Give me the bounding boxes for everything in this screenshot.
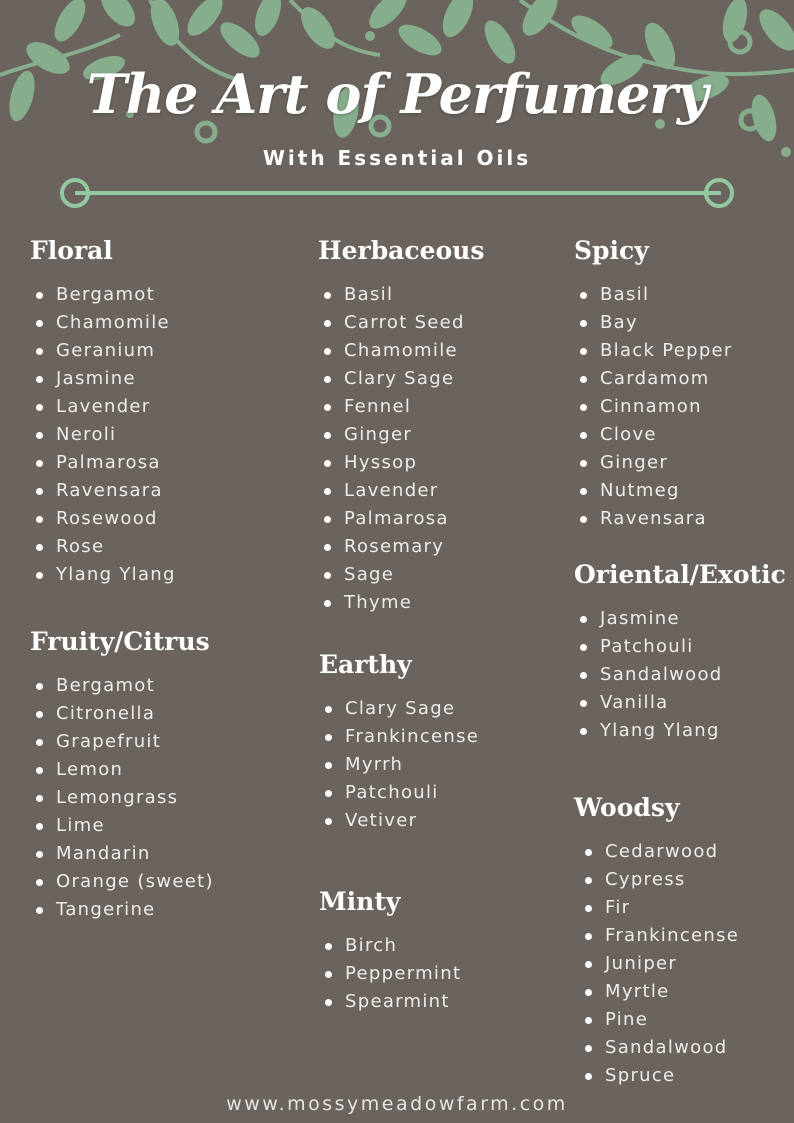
list-item: [574, 365, 733, 393]
bullet-dot-icon: [324, 460, 331, 467]
bullet-dot-icon: [36, 432, 43, 439]
bullet-dot-icon: [36, 711, 43, 718]
bullet-dot-icon: [585, 849, 592, 856]
oil-name: Hyssop: [344, 452, 418, 473]
list-item: [30, 533, 176, 561]
oil-name: Ylang Ylang: [600, 720, 720, 741]
oil-name: Lavender: [56, 396, 151, 417]
oil-name: Cedarwood: [605, 841, 719, 862]
oil-name: Lime: [56, 815, 105, 836]
oil-name: Thyme: [344, 592, 413, 613]
bullet-dot-icon: [36, 907, 43, 914]
category-herbaceous: [318, 231, 484, 617]
bullet-dot-icon: [324, 600, 331, 607]
oil-name: Sandalwood: [605, 1037, 728, 1058]
oil-name: Rosewood: [56, 508, 158, 529]
oil-name: Bergamot: [56, 675, 155, 696]
oil-name: Lemongrass: [56, 787, 179, 808]
oil-name: Juniper: [605, 953, 678, 974]
list-item: [579, 1062, 739, 1090]
bullet-dot-icon: [36, 823, 43, 830]
list-item: [30, 281, 176, 309]
list-item: [579, 894, 739, 922]
oil-name: Myrrh: [345, 754, 404, 775]
bullet-dot-icon: [324, 404, 331, 411]
bullet-dot-icon: [580, 488, 587, 495]
oil-name: Frankincense: [605, 925, 740, 946]
bullet-dot-icon: [325, 762, 332, 769]
bullet-dot-icon: [324, 488, 331, 495]
bullet-dot-icon: [324, 544, 331, 551]
bullet-dot-icon: [325, 706, 332, 713]
category-floral: [30, 231, 176, 589]
oil-name: Patchouli: [345, 782, 439, 803]
oil-name: Tangerine: [56, 899, 156, 920]
oil-name: Ylang Ylang: [56, 564, 176, 585]
bullet-dot-icon: [585, 961, 592, 968]
bullet-dot-icon: [324, 292, 331, 299]
bullet-dot-icon: [585, 877, 592, 884]
oil-name: Chamomile: [344, 340, 458, 361]
category-title: Oriental/Exotic: [574, 560, 786, 589]
bullet-dot-icon: [325, 943, 332, 950]
bullet-dot-icon: [580, 672, 587, 679]
bullet-dot-icon: [580, 700, 587, 707]
oil-name: Patchouli: [600, 636, 694, 657]
list-item: [30, 393, 176, 421]
bullet-dot-icon: [324, 432, 331, 439]
bullet-dot-icon: [36, 795, 43, 802]
category-earthy: [319, 645, 479, 835]
bullet-dot-icon: [585, 905, 592, 912]
list-item: [319, 779, 479, 807]
oil-name: Ginger: [600, 452, 669, 473]
bullet-dot-icon: [36, 404, 43, 411]
list-item: [30, 561, 176, 589]
bullet-dot-icon: [36, 683, 43, 690]
list-item: [30, 728, 214, 756]
oil-name: Lemon: [56, 759, 124, 780]
list-item: [574, 477, 733, 505]
list-item: [574, 661, 786, 689]
bullet-dot-icon: [36, 376, 43, 383]
list-item: [318, 309, 484, 337]
oil-name: Palmarosa: [344, 508, 449, 529]
category-list: [30, 281, 176, 589]
list-item: [319, 932, 461, 960]
list-item: [574, 421, 733, 449]
oil-name: Clary Sage: [345, 698, 456, 719]
category-list: [579, 838, 739, 1090]
bullet-dot-icon: [325, 790, 332, 797]
category-title: Floral: [30, 236, 113, 265]
oil-name: Mandarin: [56, 843, 151, 864]
list-item: [318, 505, 484, 533]
list-item: [319, 751, 479, 779]
oil-name: Fir: [605, 897, 631, 918]
list-item: [319, 723, 479, 751]
bullet-dot-icon: [585, 1045, 592, 1052]
list-item: [319, 988, 461, 1016]
category-minty: [319, 882, 461, 1016]
list-item: [574, 633, 786, 661]
category-woodsy: [574, 788, 739, 1090]
list-item: [30, 337, 176, 365]
bullet-dot-icon: [36, 488, 43, 495]
oil-name: Nutmeg: [600, 480, 680, 501]
category-list: [318, 281, 484, 617]
bullet-dot-icon: [580, 460, 587, 467]
list-item: [579, 838, 739, 866]
bullet-dot-icon: [325, 818, 332, 825]
list-item: [574, 689, 786, 717]
oil-name: Bay: [600, 312, 638, 333]
list-item: [574, 393, 733, 421]
list-item: [30, 700, 214, 728]
category-spicy: [574, 231, 733, 533]
oil-name: Neroli: [56, 424, 117, 445]
bullet-dot-icon: [585, 1073, 592, 1080]
list-item: [319, 960, 461, 988]
list-item: [318, 589, 484, 617]
oil-name: Frankincense: [345, 726, 480, 747]
list-item: [579, 1006, 739, 1034]
bullet-dot-icon: [36, 739, 43, 746]
list-item: [574, 337, 733, 365]
bullet-dot-icon: [585, 933, 592, 940]
bullet-dot-icon: [324, 516, 331, 523]
category-fruity-citrus: [30, 622, 214, 924]
oil-name: Sage: [344, 564, 395, 585]
list-item: [318, 561, 484, 589]
list-item: [574, 505, 733, 533]
oil-name: Vetiver: [345, 810, 418, 831]
category-title: Earthy: [319, 650, 412, 679]
oil-name: Spruce: [605, 1065, 676, 1086]
oil-name: Vanilla: [600, 692, 669, 713]
bullet-dot-icon: [580, 376, 587, 383]
bullet-dot-icon: [36, 879, 43, 886]
bullet-dot-icon: [580, 320, 587, 327]
bullet-dot-icon: [580, 404, 587, 411]
oil-name: Rose: [56, 536, 105, 557]
oil-name: Cardamom: [600, 368, 710, 389]
category-title: Herbaceous: [318, 236, 485, 265]
oil-name: Grapefruit: [56, 731, 162, 752]
bullet-dot-icon: [324, 572, 331, 579]
oil-name: Orange (sweet): [56, 871, 214, 892]
list-item: [579, 866, 739, 894]
list-item: [30, 784, 214, 812]
list-item: [30, 868, 214, 896]
list-item: [574, 449, 733, 477]
oil-name: Cinnamon: [600, 396, 702, 417]
category-title: Woodsy: [574, 793, 680, 822]
oil-name: Basil: [600, 284, 650, 305]
list-item: [318, 533, 484, 561]
oil-name: Chamomile: [56, 312, 170, 333]
list-item: [579, 922, 739, 950]
oil-name: Citronella: [56, 703, 156, 724]
oil-name: Pine: [605, 1009, 649, 1030]
title-divider: [58, 176, 738, 210]
list-item: [579, 950, 739, 978]
category-oriental-exotic: [574, 555, 786, 745]
category-list: [30, 672, 214, 924]
list-item: [579, 978, 739, 1006]
website-url: www.mossymeadowfarm.com: [226, 1093, 568, 1115]
bullet-dot-icon: [36, 320, 43, 327]
list-item: [574, 717, 786, 745]
category-title: Spicy: [574, 236, 649, 265]
oil-name: Jasmine: [600, 608, 680, 629]
bullet-dot-icon: [580, 348, 587, 355]
list-item: [30, 756, 214, 784]
list-item: [318, 393, 484, 421]
oil-name: Carrot Seed: [344, 312, 465, 333]
bullet-dot-icon: [580, 292, 587, 299]
oil-name: Palmarosa: [56, 452, 161, 473]
bullet-dot-icon: [36, 292, 43, 299]
bullet-dot-icon: [580, 432, 587, 439]
page-title: The Art of Perfumery: [86, 62, 708, 126]
list-item: [30, 896, 214, 924]
bullet-dot-icon: [580, 616, 587, 623]
category-list: [319, 695, 479, 835]
category-title: Fruity/Citrus: [30, 627, 210, 656]
oil-name: Ginger: [344, 424, 413, 445]
bullet-dot-icon: [36, 348, 43, 355]
list-item: [30, 421, 176, 449]
list-item: [318, 281, 484, 309]
bullet-dot-icon: [585, 989, 592, 996]
list-item: [318, 365, 484, 393]
oil-name: Fennel: [344, 396, 412, 417]
bullet-dot-icon: [325, 999, 332, 1006]
bullet-dot-icon: [580, 516, 587, 523]
oil-name: Ravensara: [56, 480, 163, 501]
bullet-dot-icon: [580, 728, 587, 735]
list-item: [579, 1034, 739, 1062]
list-item: [574, 605, 786, 633]
oil-name: Lavender: [344, 480, 439, 501]
oil-name: Ravensara: [600, 508, 707, 529]
oil-name: Geranium: [56, 340, 156, 361]
list-item: [574, 309, 733, 337]
bullet-dot-icon: [324, 348, 331, 355]
category-list: [574, 281, 733, 533]
bullet-dot-icon: [324, 320, 331, 327]
list-item: [30, 365, 176, 393]
list-item: [30, 477, 176, 505]
bullet-dot-icon: [36, 516, 43, 523]
oil-name: Black Pepper: [600, 340, 733, 361]
list-item: [319, 807, 479, 835]
list-item: [318, 337, 484, 365]
oil-name: Peppermint: [345, 963, 462, 984]
list-item: [30, 505, 176, 533]
list-item: [30, 309, 176, 337]
list-item: [319, 695, 479, 723]
bullet-dot-icon: [325, 971, 332, 978]
list-item: [30, 672, 214, 700]
oil-name: Sandalwood: [600, 664, 723, 685]
oil-name: Jasmine: [56, 368, 136, 389]
bullet-dot-icon: [36, 767, 43, 774]
list-item: [574, 281, 733, 309]
list-item: [318, 449, 484, 477]
oil-name: Myrtle: [605, 981, 670, 1002]
oil-name: Cypress: [605, 869, 686, 890]
oil-name: Bergamot: [56, 284, 155, 305]
bullet-dot-icon: [36, 572, 43, 579]
bullet-dot-icon: [36, 851, 43, 858]
bullet-dot-icon: [36, 460, 43, 467]
category-list: [319, 932, 461, 1016]
oil-name: Birch: [345, 935, 398, 956]
list-item: [318, 421, 484, 449]
category-title: Minty: [319, 887, 401, 916]
bullet-dot-icon: [324, 376, 331, 383]
list-item: [30, 840, 214, 868]
category-list: [574, 605, 786, 745]
bullet-dot-icon: [580, 644, 587, 651]
bullet-dot-icon: [585, 1017, 592, 1024]
oil-name: Basil: [344, 284, 394, 305]
oil-name: Rosemary: [344, 536, 445, 557]
bullet-dot-icon: [36, 544, 43, 551]
list-item: [30, 449, 176, 477]
list-item: [318, 477, 484, 505]
oil-name: Clary Sage: [344, 368, 455, 389]
list-item: [30, 812, 214, 840]
oil-name: Spearmint: [345, 991, 450, 1012]
bullet-dot-icon: [325, 734, 332, 741]
page-subtitle: With Essential Oils: [262, 146, 532, 170]
oil-name: Clove: [600, 424, 657, 445]
